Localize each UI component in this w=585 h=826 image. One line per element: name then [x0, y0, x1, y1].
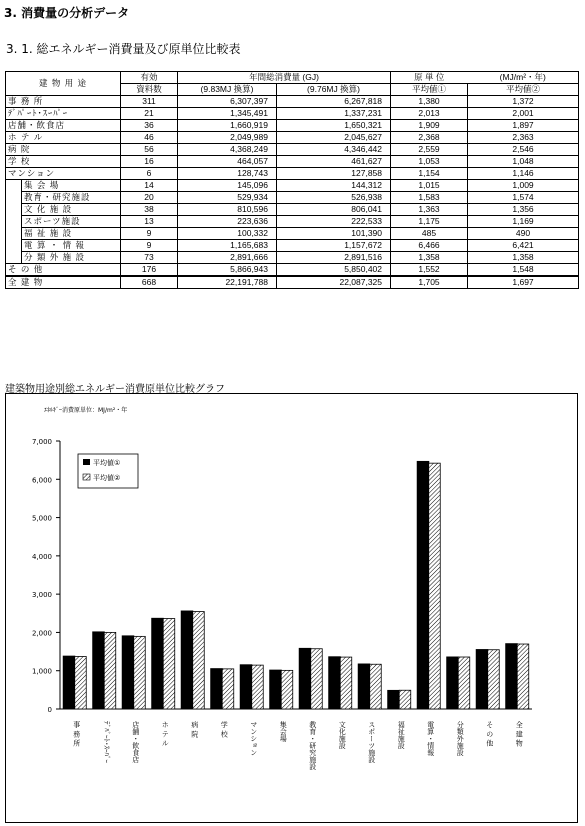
cell-c2: 6,267,818 — [277, 96, 391, 108]
cell-c1: 128,743 — [178, 168, 277, 180]
cell-c1: 100,332 — [178, 228, 277, 240]
cell-c1: 6,307,397 — [178, 96, 277, 108]
cell-c1: 5,866,943 — [178, 264, 277, 277]
cell-a2: 1,548 — [468, 264, 579, 277]
cell-name: 店舗・飲食店 — [6, 120, 121, 132]
cell-c2: 806,041 — [277, 204, 391, 216]
cell-c2: 526,938 — [277, 192, 391, 204]
bar-series2 — [222, 669, 234, 709]
cell-name: 集 会 場 — [22, 180, 121, 192]
table-row — [6, 168, 579, 180]
table-row — [6, 204, 579, 216]
bar-series1 — [476, 650, 488, 709]
bar-series1 — [447, 657, 459, 709]
cell-a1: 1,552 — [391, 264, 468, 277]
table-row — [6, 96, 579, 108]
cell-count: 73 — [121, 252, 178, 264]
cell-name: 電 算 ・ 情 報 — [22, 240, 121, 252]
table-row — [6, 276, 579, 289]
x-tick-label: マンション — [249, 721, 258, 756]
cell-count: 46 — [121, 132, 178, 144]
bar-series1 — [270, 670, 282, 709]
bar-series1 — [63, 656, 75, 709]
cell-count: 21 — [121, 108, 178, 120]
header-avg1: 平均値① — [391, 84, 468, 96]
bar-series2 — [134, 636, 146, 709]
cell-a2: 1,697 — [468, 276, 579, 289]
bar-series2 — [193, 612, 205, 709]
header-avg2: 平均値② — [468, 84, 579, 96]
bar-series2 — [370, 664, 382, 709]
cell-c1: 464,057 — [178, 156, 277, 168]
cell-c1: 145,096 — [178, 180, 277, 192]
header-unit: 原 単 位 — [391, 72, 468, 84]
cell-a2: 2,001 — [468, 108, 579, 120]
y-tick-label: 7,000 — [31, 438, 52, 446]
bar-series2 — [104, 632, 116, 709]
cell-name: 学 校 — [6, 156, 121, 168]
cell-c1: 529,934 — [178, 192, 277, 204]
cell-c2: 144,312 — [277, 180, 391, 192]
bar-series1 — [358, 664, 370, 709]
bar-series1 — [152, 618, 164, 709]
cell-a2: 1,897 — [468, 120, 579, 132]
cell-c1: 4,368,249 — [178, 144, 277, 156]
cell-name: 分 類 外 施 設 — [22, 252, 121, 264]
bar-series1 — [388, 690, 400, 709]
cell-a1: 1,358 — [391, 252, 468, 264]
x-tick-label: そ の 他 — [485, 721, 494, 747]
legend-swatch-1 — [83, 459, 90, 465]
cell-a1: 1,380 — [391, 96, 468, 108]
cell-name: 病 院 — [6, 144, 121, 156]
cell-a1: 1,583 — [391, 192, 468, 204]
cell-c1: 1,660,919 — [178, 120, 277, 132]
cell-a2: 1,372 — [468, 96, 579, 108]
bar-series2 — [281, 670, 293, 709]
cell-c2: 1,337,231 — [277, 108, 391, 120]
cell-c1: 2,891,666 — [178, 252, 277, 264]
bar-series1 — [240, 665, 252, 709]
bar-chart — [6, 394, 577, 822]
bar-series2 — [252, 665, 264, 709]
section-title: 3. 1. 総エネルギー消費量及び原単位比較表 — [6, 42, 241, 56]
cell-a1: 2,559 — [391, 144, 468, 156]
bar-series2 — [517, 644, 529, 709]
cell-c1: 223,636 — [178, 216, 277, 228]
cell-a2: 1,574 — [468, 192, 579, 204]
legend-label-1: 平均値① — [93, 459, 121, 467]
legend-swatch-2 — [83, 474, 90, 480]
cell-c1: 22,191,788 — [178, 276, 277, 289]
cell-a2: 1,169 — [468, 216, 579, 228]
cell-a1: 485 — [391, 228, 468, 240]
cell-c2: 2,891,516 — [277, 252, 391, 264]
cell-a2: 1,146 — [468, 168, 579, 180]
table-row — [6, 180, 579, 192]
y-tick-label: 3,000 — [31, 591, 52, 600]
cell-a2: 1,048 — [468, 156, 579, 168]
bar-series1 — [211, 669, 223, 709]
cell-count: 9 — [121, 228, 178, 240]
bar-series2 — [399, 690, 411, 709]
cell-name: 福 祉 施 設 — [22, 228, 121, 240]
table-row — [6, 108, 579, 120]
cell-a2: 1,009 — [468, 180, 579, 192]
bar-series1 — [506, 644, 518, 709]
cell-a2: 2,363 — [468, 132, 579, 144]
table-row — [6, 132, 579, 144]
header-unit-label: (MJ/m²・年) — [468, 72, 579, 84]
cell-name: 教育・研究施設 — [22, 192, 121, 204]
cell-name: ﾃﾞﾊﾟｰﾄ･ｽｰﾊﾟｰ — [6, 108, 121, 120]
cell-a1: 1,175 — [391, 216, 468, 228]
cell-c1: 810,596 — [178, 204, 277, 216]
cell-a1: 2,368 — [391, 132, 468, 144]
cell-count: 311 — [121, 96, 178, 108]
x-tick-label: ﾃﾞﾊﾟｰﾄ･ｽｰﾊﾟｰ — [102, 721, 111, 763]
x-tick-label: ホ テ ル — [161, 721, 170, 747]
cell-count: 16 — [121, 156, 178, 168]
bar-series1 — [93, 632, 105, 709]
y-tick-label: 2,000 — [31, 629, 52, 638]
bar-series2 — [311, 649, 323, 709]
cell-a2: 2,546 — [468, 144, 579, 156]
cell-a1: 1,015 — [391, 180, 468, 192]
x-tick-label: 病 院 — [190, 721, 199, 738]
cell-c2: 101,390 — [277, 228, 391, 240]
x-tick-label: 事 務 所 — [72, 721, 81, 747]
cell-name: スポーツ施設 — [22, 216, 121, 228]
header-total: 年間総消費量 (GJ) — [178, 72, 391, 84]
cell-count: 38 — [121, 204, 178, 216]
cell-count: 56 — [121, 144, 178, 156]
table-row — [6, 144, 579, 156]
bar-series2 — [429, 463, 441, 709]
chart-title: 建築物用途別総エネルギー消費原単位比較グラフ — [5, 384, 225, 395]
bar-series2 — [458, 657, 470, 709]
cell-name: 事 務 所 — [6, 96, 121, 108]
cell-name: 全 建 物 — [6, 276, 121, 289]
x-tick-label: 分類外施設 — [456, 721, 465, 756]
cell-a2: 6,421 — [468, 240, 579, 252]
cell-a2: 1,356 — [468, 204, 579, 216]
x-tick-label: 学 校 — [220, 721, 229, 738]
x-tick-label: 集会場 — [279, 721, 288, 742]
cell-name: ホ テ ル — [6, 132, 121, 144]
cell-a1: 2,013 — [391, 108, 468, 120]
table-row — [6, 264, 579, 277]
cell-count: 13 — [121, 216, 178, 228]
table-row — [6, 120, 579, 132]
header-conv1: (9.83MJ 換算) — [178, 84, 277, 96]
cell-c1: 2,049,989 — [178, 132, 277, 144]
cell-c2: 4,346,442 — [277, 144, 391, 156]
table-row — [6, 240, 579, 252]
y-tick-label: 4,000 — [31, 552, 52, 561]
x-tick-label: 全 建 物 — [515, 721, 524, 747]
header-count: 資料数 — [121, 84, 178, 96]
header-use: 建 物 用 途 — [6, 72, 121, 96]
bar-series1 — [417, 461, 429, 709]
x-tick-label: 店舗・飲食店 — [131, 721, 140, 763]
cell-a2: 490 — [468, 228, 579, 240]
cell-a2: 1,358 — [468, 252, 579, 264]
y-axis-label: ｴﾈﾙｷﾞｰ消費原単位：MJ/m²・年 — [44, 407, 128, 414]
cell-c2: 222,533 — [277, 216, 391, 228]
bar-series1 — [329, 657, 341, 709]
x-tick-label: スポーツ施設 — [367, 721, 376, 763]
header-valid: 有効 — [121, 72, 178, 84]
table-row — [6, 216, 579, 228]
cell-a1: 1,053 — [391, 156, 468, 168]
table-row — [6, 192, 579, 204]
y-tick-label: 0 — [47, 706, 52, 714]
bar-series1 — [299, 648, 311, 709]
x-tick-label: 電算・情報 — [426, 721, 435, 756]
cell-c2: 2,045,627 — [277, 132, 391, 144]
x-tick-label: 福祉施設 — [397, 721, 406, 749]
group-indent — [6, 180, 22, 264]
header-conv2: (9.76MJ 換算) — [277, 84, 391, 96]
cell-a1: 1,363 — [391, 204, 468, 216]
cell-a1: 6,466 — [391, 240, 468, 252]
cell-c2: 1,650,321 — [277, 120, 391, 132]
y-tick-label: 1,000 — [31, 667, 52, 676]
cell-count: 14 — [121, 180, 178, 192]
cell-c2: 1,157,672 — [277, 240, 391, 252]
table-row — [6, 228, 579, 240]
cell-count: 20 — [121, 192, 178, 204]
cell-c1: 1,345,491 — [178, 108, 277, 120]
cell-count: 6 — [121, 168, 178, 180]
bar-series2 — [488, 650, 500, 709]
table-row — [6, 252, 579, 264]
cell-c2: 5,850,402 — [277, 264, 391, 277]
cell-a1: 1,154 — [391, 168, 468, 180]
legend-label-2: 平均値② — [93, 474, 121, 482]
cell-a1: 1,705 — [391, 276, 468, 289]
cell-name: そ の 他 — [6, 264, 121, 277]
cell-count: 176 — [121, 264, 178, 277]
bar-series2 — [163, 619, 175, 709]
chart-frame — [5, 393, 578, 823]
cell-count: 668 — [121, 276, 178, 289]
energy-table — [5, 71, 579, 289]
bar-series2 — [75, 656, 87, 709]
y-tick-label: 6,000 — [31, 476, 52, 485]
x-tick-label: 文化施設 — [338, 721, 347, 749]
x-tick-label: 教育・研究施設 — [308, 721, 317, 770]
cell-c2: 22,087,325 — [277, 276, 391, 289]
bar-series1 — [122, 636, 134, 709]
cell-count: 36 — [121, 120, 178, 132]
table-row — [6, 156, 579, 168]
bar-series2 — [340, 657, 352, 709]
y-tick-label: 5,000 — [31, 514, 52, 523]
cell-name: マンション — [6, 168, 121, 180]
cell-a1: 1,909 — [391, 120, 468, 132]
cell-name: 文 化 施 設 — [22, 204, 121, 216]
cell-count: 9 — [121, 240, 178, 252]
bar-series1 — [181, 611, 193, 709]
cell-c1: 1,165,683 — [178, 240, 277, 252]
cell-c2: 461,627 — [277, 156, 391, 168]
cell-c2: 127,858 — [277, 168, 391, 180]
page-title: 3. 消費量の分析データ — [4, 6, 130, 20]
